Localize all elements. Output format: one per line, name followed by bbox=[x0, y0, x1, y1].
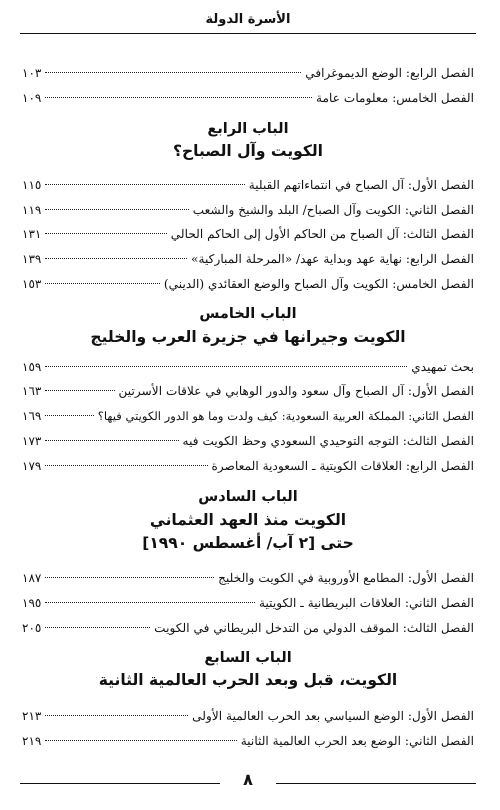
running-header bbox=[20, 10, 476, 36]
entry-page-number: ٢١٣ bbox=[22, 709, 42, 723]
part-title: الباب الخامس bbox=[199, 306, 297, 322]
entry-label: الفصل الثالث: آل الصباح من الحاكم الأول إلى الحاكم الحالي bbox=[170, 227, 474, 241]
part-heading: الكويت، قبل وبعد الحرب العالمية الثانية bbox=[98, 671, 398, 689]
entry-page-number: ١٨٧ bbox=[22, 571, 42, 585]
toc-entry[interactable] bbox=[22, 175, 474, 195]
dot-leader bbox=[45, 72, 301, 73]
entry-label: الفصل الأول: الوضع السياسي بعد الحرب العالمية الأولى bbox=[192, 709, 474, 723]
entry-page-number: ١٥٣ bbox=[22, 277, 42, 291]
part-title: الباب السادس bbox=[198, 489, 298, 505]
entry-page-number: ١٠٣ bbox=[22, 66, 42, 80]
entry-page-number: ٢١٩ bbox=[22, 734, 42, 748]
entry-label: الفصل الأول: آل الصباح وآل سعود والدور الوهابي في علاقات الأسرتين bbox=[118, 384, 474, 398]
dot-leader bbox=[45, 465, 207, 466]
dot-leader bbox=[45, 627, 150, 628]
toc-entry[interactable] bbox=[22, 731, 474, 751]
toc-entry[interactable] bbox=[22, 88, 474, 108]
toc-entry[interactable] bbox=[22, 406, 474, 426]
toc-entry[interactable] bbox=[22, 357, 474, 377]
part-title: الباب السابع bbox=[204, 650, 292, 666]
part-heading: الكويت وآل الصباح؟ bbox=[173, 142, 323, 160]
entry-label: الفصل الثالث: الموقف الدولي من التدخل البريطاني في الكويت bbox=[154, 621, 474, 635]
entry-page-number: ١١٩ bbox=[22, 203, 42, 217]
entry-label: الفصل الرابع: الوضع الديموغرافي bbox=[305, 66, 474, 80]
dot-leader bbox=[45, 233, 166, 234]
entry-label: الفصل الرابع: العلاقات الكويتية ـ السعودية المعاصرة bbox=[211, 459, 474, 473]
toc-entry[interactable] bbox=[22, 381, 474, 401]
entry-page-number: ٢٠٥ bbox=[22, 621, 42, 635]
entry-label: الفصل الثاني: المملكة العربية السعودية: كيف ولدت وما هو الدور الكويتي فيها؟ bbox=[97, 409, 474, 423]
toc-entry[interactable] bbox=[22, 706, 474, 726]
entry-page-number: ١٦٣ bbox=[22, 384, 42, 398]
dot-leader bbox=[45, 283, 160, 284]
entry-label: الفصل الثاني: الوضع بعد الحرب العالمية الثانية bbox=[240, 734, 474, 748]
entry-page-number: ١٠٩ bbox=[22, 91, 42, 105]
toc-entry[interactable] bbox=[22, 63, 474, 83]
dot-leader bbox=[45, 602, 255, 603]
entry-page-number: ١٩٥ bbox=[22, 596, 42, 610]
dot-leader bbox=[45, 258, 187, 259]
toc-entry[interactable] bbox=[22, 568, 474, 588]
entry-label: بحث تمهيدي bbox=[411, 360, 474, 374]
entry-page-number: ١٦٩ bbox=[22, 409, 42, 423]
entry-label: الفصل الخامس: الكويت وآل الصباح والوضع العقائدي (الديني) bbox=[163, 277, 474, 291]
toc-entry[interactable] bbox=[22, 274, 474, 294]
entry-page-number: ١٣١ bbox=[22, 227, 42, 241]
footer-page-number: ٨ bbox=[243, 770, 253, 789]
dot-leader bbox=[45, 390, 114, 391]
entry-page-number: ١١٥ bbox=[22, 178, 42, 192]
part-title: الباب الرابع bbox=[207, 121, 289, 137]
toc-entry[interactable] bbox=[22, 456, 474, 476]
running-header-title: الأسرة الدولة bbox=[205, 12, 291, 27]
toc-entry[interactable] bbox=[22, 593, 474, 613]
header-rule bbox=[20, 33, 476, 34]
entry-page-number: ١٧٩ bbox=[22, 459, 42, 473]
dot-leader bbox=[45, 97, 312, 98]
toc-entry[interactable] bbox=[22, 431, 474, 451]
dot-leader bbox=[45, 415, 93, 416]
dot-leader bbox=[45, 184, 244, 185]
entry-label: الفصل الأول: آل الصباح في انتماءاتهم القبلية bbox=[248, 178, 474, 192]
entry-label: الفصل الخامس: معلومات عامة bbox=[315, 91, 474, 105]
dot-leader bbox=[45, 440, 178, 441]
entry-page-number: ١٣٩ bbox=[22, 252, 42, 266]
entry-page-number: ١٧٣ bbox=[22, 434, 42, 448]
dot-leader bbox=[45, 577, 214, 578]
part-subheading: حتى [٢ آب/ أغسطس ١٩٩٠] bbox=[142, 534, 354, 552]
entry-label: الفصل الأول: المطامع الأوروبية في الكويت والخليج bbox=[218, 571, 474, 585]
footer-rule bbox=[20, 783, 220, 784]
toc-entry[interactable] bbox=[22, 200, 474, 220]
entry-label: الفصل الثالث: التوجه التوحيدي السعودي وحظ الكويت فيه bbox=[182, 434, 474, 448]
dot-leader bbox=[45, 715, 188, 716]
part-heading: الكويت وجيرانها في جزيرة العرب والخليج bbox=[90, 328, 406, 346]
toc-entry[interactable] bbox=[22, 249, 474, 269]
dot-leader bbox=[45, 366, 407, 367]
dot-leader bbox=[45, 740, 236, 741]
entry-label: الفصل الرابع: نهاية عهد وبداية عهد/ «المرحلة المباركية» bbox=[190, 252, 474, 266]
entry-page-number: ١٥٩ bbox=[22, 360, 42, 374]
part-heading: الكويت منذ العهد العثماني bbox=[149, 511, 347, 529]
footer-rule bbox=[276, 783, 476, 784]
dot-leader bbox=[45, 209, 188, 210]
entry-label: الفصل الثاني: العلاقات البريطانية ـ الكويتية bbox=[258, 596, 474, 610]
toc-entry[interactable] bbox=[22, 618, 474, 638]
toc-entry[interactable] bbox=[22, 224, 474, 244]
entry-label: الفصل الثاني: الكويت وآل الصباح/ البلد والشيخ والشعب bbox=[192, 203, 474, 217]
